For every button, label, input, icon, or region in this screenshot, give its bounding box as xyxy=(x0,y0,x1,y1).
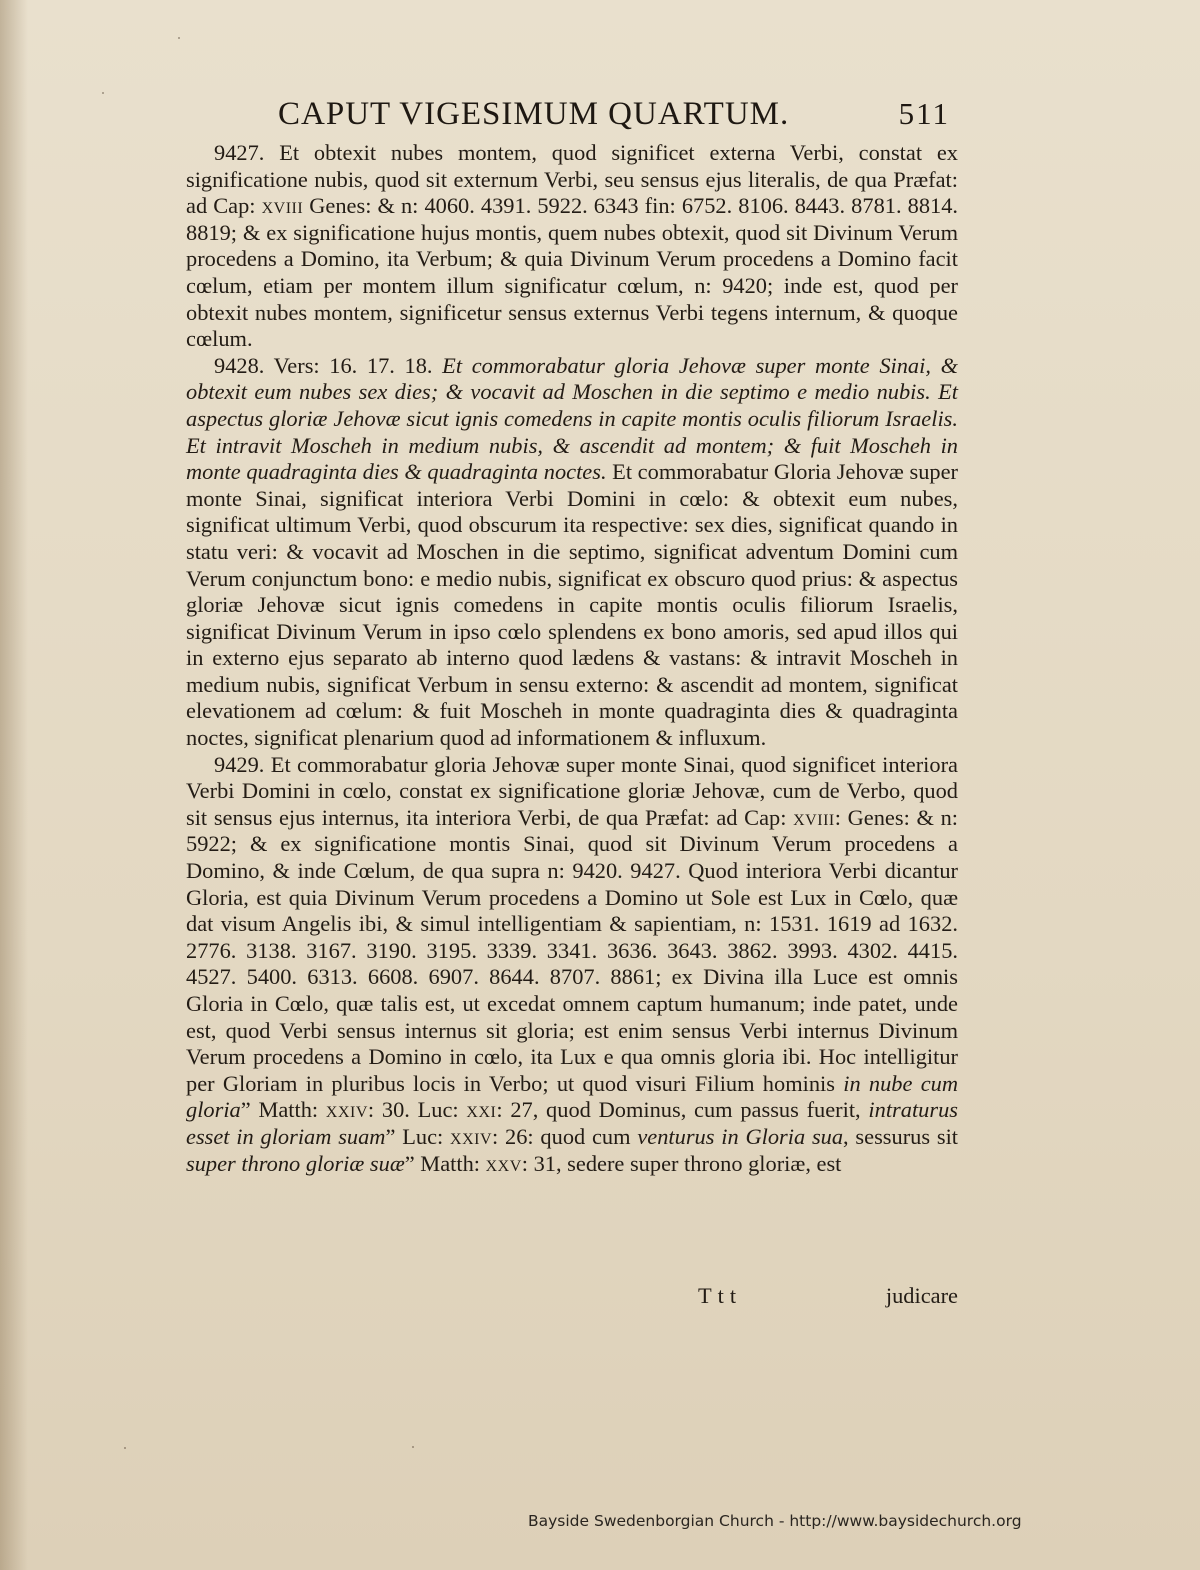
catchline xyxy=(186,1283,958,1311)
page-number: 511 xyxy=(898,96,950,131)
text-run: Et commorabatur Gloria Jehovæ super monte Sinai, significat interiora Verbi Domini in cœlo: & obtexit eum nubes, significat ultimum Verbi, quod obscurum ita respective: sex dies, significat quando in statu veri: & vocavit ad Moschen in die septimo, significat adventum Domini cum Verum conjunctum bono: e medio nubis, significat ex obscuro quod prius: & aspectus gloriæ Jehovæ sicut ignis comedens in capite montis oculis filiorum Israelis, significat Divinum Verum in ipso cœlo splendens ex bono amoris, sed apud illos qui in externo ejus separato ab interno quod lædens & vastans: & intravit Moscheh in medium nubis, significat Verbum in sensu externo: & ascendit ad montem, significat elevationem ad cœlum: & fuit Moscheh in monte quadraginta dies & quadraginta noctes, significat plenarium quod ad informationem & influxum. xyxy=(186,459,958,751)
paragraph-number: 9427. xyxy=(214,140,265,165)
italic-quotation: venturus in Gloria sua xyxy=(637,1123,844,1149)
text-run: : 26: quod cum xyxy=(492,1123,638,1149)
text-run: ” Luc: xyxy=(385,1123,451,1149)
text-run: : 30. Luc: xyxy=(367,1097,467,1123)
text-run: : Genes: & n: 5922; & ex significatione montis Sinai, quod sit Divinum Verum procedens a Domino, & inde Cœlum, de qua supra n: 9420. 9427. Quod interiora Verbi dicantur Gloria, est quia Divinum Verum procedens a Domino ut Sole est Lux in Cœlo, quæ dat visum Angelis ibi, & simul intelligentiam & sapientiam, n: 1531. 1619 ad 1632. 2776. 3138. 3167. 3190. 3195. 3339. 3341. 3636. 3643. 3862. 3993. 4302. 4415. 4527. 5400. 6313. 6608. 6907. 8644. 8707. 8861; ex Divina illa Luce est omnis Gloria in Cœlo, quæ talis est, ut excedat omnem captum humanum; inde patet, unde est, quod Verbi sensus internus sit gloria; est enim sensus Verbi internus Divinum Verum procedens a Domino in cœlo, ita Lux e qua omnis gloria ibi. Hoc intelligitur per Gloriam in pluribus locis in Verbo; ut quod visuri Filium hominis xyxy=(186,804,958,1096)
text-run: : 31, sedere super throno gloriæ, est xyxy=(521,1150,842,1176)
italic-quotation: Et commorabatur gloria Jehovæ super monte Sinai, & obtexit eum nubes sex dies; & vocavit ad Moschen in die septimo e medio nubis. Et aspectus gloriæ Jehovæ sicut ignis comedens in capite montis oculis filiorum Israelis. Et intravit Moscheh in medium nubis, & ascendit ad montem; & fuit Moscheh in monte quadraginta dies & quadraginta noctes. xyxy=(186,352,958,485)
roman-numeral: xxv xyxy=(485,1150,522,1176)
text-run: Vers: 16. 17. 18. xyxy=(264,352,443,378)
roman-numeral: xxiv xyxy=(450,1123,493,1149)
signature-mark: Ttt xyxy=(698,1283,743,1308)
page-header xyxy=(278,96,958,136)
paper-speck xyxy=(896,792,898,794)
catchword: judicare xyxy=(885,1283,958,1308)
binding-shadow xyxy=(0,0,28,1570)
text-run: ” Matth: xyxy=(404,1150,486,1176)
italic-quotation: intraturus esset in gloriam suam xyxy=(186,1097,958,1149)
paper-speck xyxy=(102,92,104,94)
paragraph-9429 xyxy=(186,752,958,1178)
paragraph-9427 xyxy=(186,140,958,353)
roman-numeral: xxiv xyxy=(325,1097,368,1123)
paper-speck xyxy=(412,1446,414,1448)
text-run: Et obtexit nubes montem, quod significet externa Verbi, constat ex significatione nubis, quod sit externum Verbi, seu sensus ejus literalis, de qua Præfat: ad Cap: xyxy=(186,140,958,219)
italic-quotation: super throno gloriæ suæ xyxy=(186,1150,405,1176)
text-run: ” Matth: xyxy=(240,1097,326,1123)
text-run: : 27, quod Dominus, cum passus fuerit, xyxy=(496,1097,869,1123)
roman-numeral: xviii xyxy=(261,193,304,219)
source-credit: Bayside Swedenborgian Church - http://www.baysidechurch.org xyxy=(528,1512,1022,1530)
roman-numeral: xviii xyxy=(793,804,835,830)
body-text xyxy=(186,140,958,1177)
text-run: Et commorabatur gloria Jehovæ super monte Sinai, quod significet interiora Verbi Domini in cœlo, constat ex significatione gloriæ Jehovæ, cum de Verbo, quod sit sensus ejus internus, ita interiora Verbi, de qua Præfat: ad Cap: xyxy=(186,751,958,830)
italic-quotation: in nube cum gloria xyxy=(186,1070,958,1123)
paper-speck xyxy=(124,1447,126,1449)
paragraph-number: 9429. xyxy=(214,751,265,777)
running-title: CAPUT VIGESIMUM QUARTUM. xyxy=(278,96,790,132)
paragraph-number: 9428. xyxy=(214,352,265,378)
text-run: , sessurus sit xyxy=(843,1123,959,1149)
paper-speck xyxy=(178,37,180,39)
text-run: Genes: & n: 4060. 4391. 5922. 6343 fin: 6752. 8106. 8443. 8781. 8814. 8819; & ex significatione hujus montis, quem nubes obtexit, quod sit Divinum Verum procedens a Domino, ita Verbum; & quia Divinum Verum procedens a Domino facit cœlum, etiam per montem illum significatur cœlum, n: 9420; inde est, quod per obtexit nubes montem, significetur sensus externus Verbi tegens internum, & quoque cœlum. xyxy=(186,193,959,352)
roman-numeral: xxi xyxy=(466,1097,497,1123)
paragraph-9428 xyxy=(186,353,958,752)
